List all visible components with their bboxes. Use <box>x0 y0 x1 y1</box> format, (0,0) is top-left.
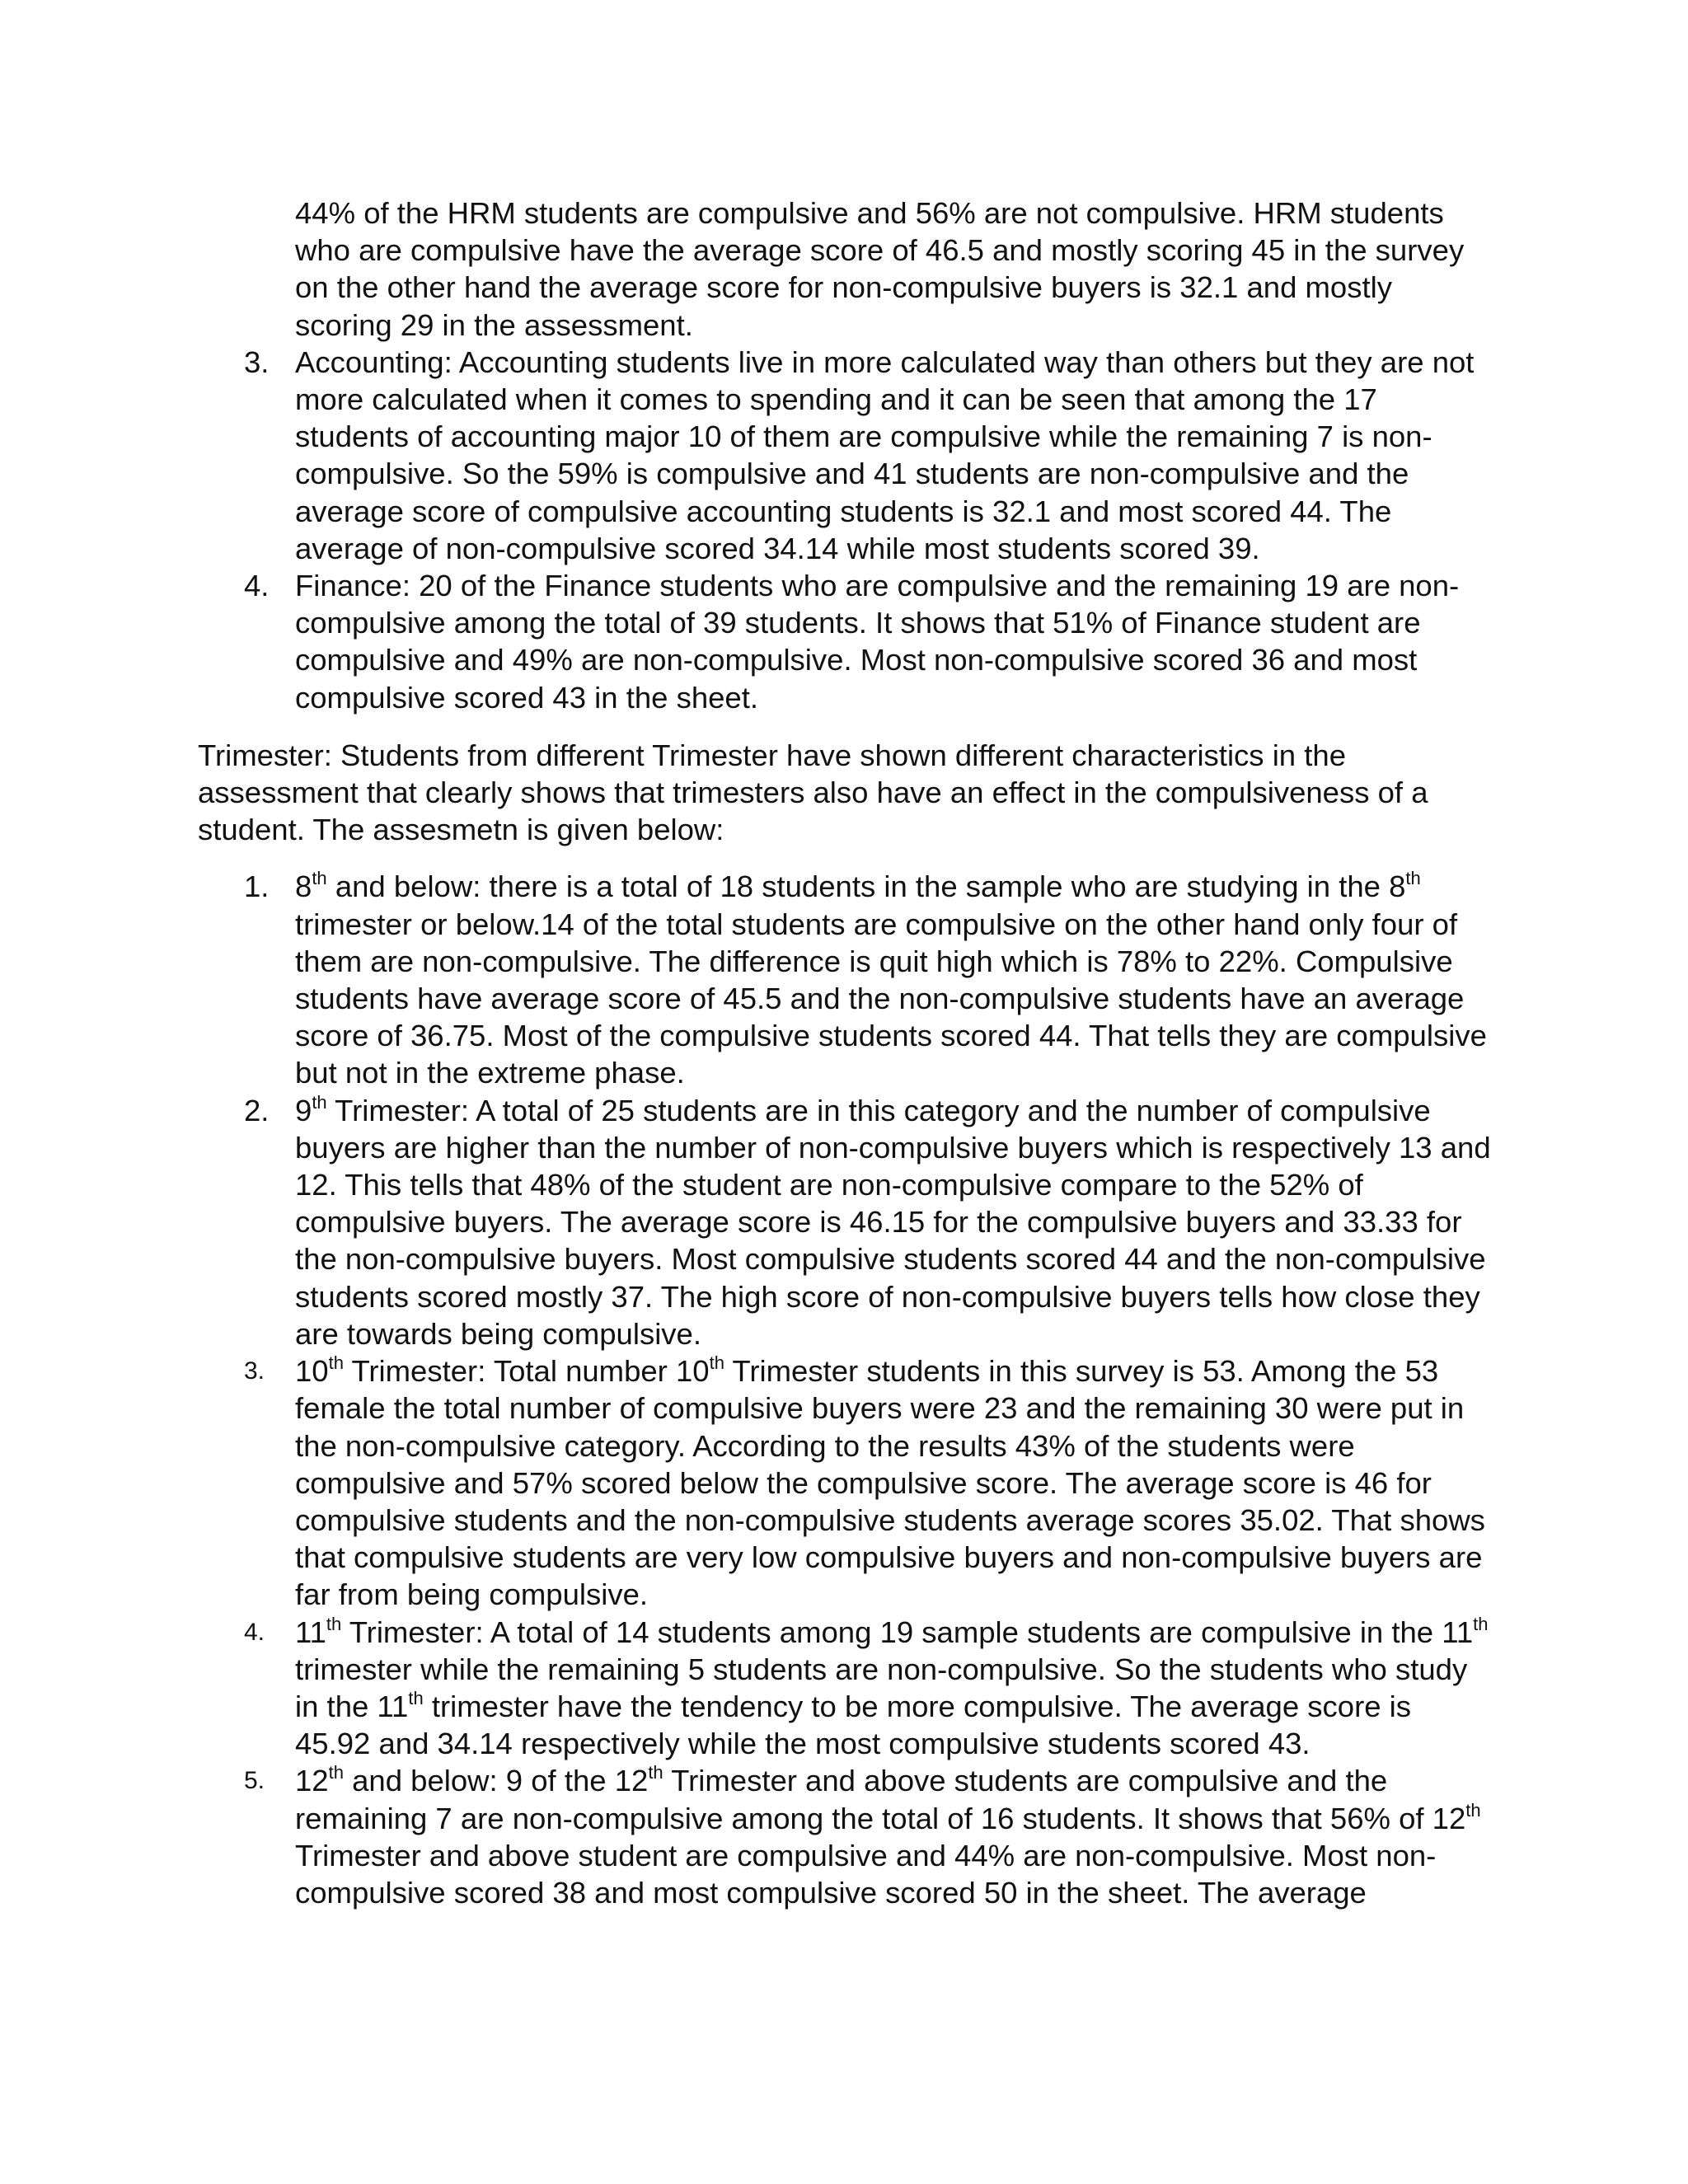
list-item-11th-trimester <box>198 1614 1492 1763</box>
list-number: 1. <box>244 869 270 904</box>
list-number: 5. <box>244 1767 265 1795</box>
list-item-finance <box>198 567 1492 716</box>
page-content <box>198 194 1492 1911</box>
trimester-paragraph: Trimester: Students from different Trimester have shown different characteristics in the assessment that clearly shows that trimesters also have an effect in the compulsiveness of a student. The assesmetn is given below: <box>198 738 1428 847</box>
major-list <box>198 344 1492 716</box>
list-item-10th-trimester <box>198 1352 1492 1613</box>
list-item-text: 9th Trimester: A total of 25 students are in this category and the number of compulsive buyers are higher than the number of non-compulsive buyers which is respectively 13 and 12. This tells that 48% of the student are non-compulsive compare to the 52% of compulsive buyers. The average score is 46.15 for the compulsive buyers and 33.33 for the non-compulsive buyers. Most compulsive students scored 44 and the non-compulsive students scored mostly 37. The high score of non-compulsive buyers tells how close they are towards being compulsive. <box>295 1091 1491 1351</box>
list-item-8th-trimester <box>198 868 1492 1091</box>
hrm-paragraph: 44% of the HRM students are compulsive and 56% are not compulsive. HRM students who are compulsive have the average score of 46.5 and mostly scoring 45 in the survey on the other hand the average score for non-compulsive buyers is 32.1 and mostly scoring 29 in the assessment. <box>295 196 1465 342</box>
list-item-text: 11th Trimester: A total of 14 students among 19 sample students are compulsive in the 11th trimester while the remaining 5 students are non-compulsive. So the students who study in the 11th trimester have the tendency to be more compulsive. The average score is 45.92 and 34.14 respectively while the most compulsive students scored 43. <box>295 1613 1489 1761</box>
list-item-text: 10th Trimester: Total number 10th Trimester students in this survey is 53. Among the 53 female the total number of compulsive buyers were 23 and the remaining 30 were put in the non-compulsive category. According to the results 43% of the students were compulsive and 57% scored below the compulsive score. The average score is 46 for compulsive students and the non-compulsive students average scores 35.02. That shows that compulsive students are very low compulsive buyers and non-compulsive buyers are far from being compulsive. <box>295 1352 1485 1612</box>
list-item-text: 12th and below: 9 of the 12th Trimester and above students are compulsive and the remaining 7 are non-compulsive among the total of 16 students. It shows that 56% of 12th Trimester and above student are compulsive and 44% are non-compulsive. Most non-compulsive scored 38 and most compulsive scored 50 in the sheet. The average <box>295 1762 1481 1910</box>
list-number: 3. <box>244 1357 265 1385</box>
list-number: 2. <box>244 1093 270 1127</box>
list-item-text: 8th and below: there is a total of 18 students in the sample who are studying in the 8th trimester or below.14 of the total students are compulsive on the other hand only four of them are non-compulsive. The difference is quit high which is 78% to 22%. Compulsive students have average score of 45.5 and the non-compulsive students have an average score of 36.75. Most of the compulsive students scored 44. That tells they are compulsive but not in the extreme phase. <box>295 868 1487 1090</box>
list-item-text: Finance: 20 of the Finance students who are compulsive and the remaining 19 are non-compulsive among the total of 39 students. It shows that 51% of Finance student are compulsive and 49% are non-compulsive. Most non-compulsive scored 36 and most compulsive scored 43 in the sheet. <box>295 569 1460 715</box>
list-number: 4. <box>244 1618 265 1646</box>
list-item-accounting <box>198 344 1492 567</box>
list-item-text: Accounting: Accounting students live in more calculated way than others but they are not more calculated when it comes to spending and it can be seen that among the 17 students of accounting major 10 of them are compulsive while the remaining 7 is non-compulsive. So the 59% is compulsive and 41 students are non-compulsive and the average score of compulsive accounting students is 32.1 and most scored 44. The average of non-compulsive scored 34.14 while most students scored 39. <box>295 344 1475 565</box>
list-number: 4. <box>244 569 270 603</box>
list-number: 3. <box>244 344 270 379</box>
list-item-9th-trimester <box>198 1092 1492 1352</box>
list-item-12th-trimester <box>198 1762 1492 1911</box>
trimester-list <box>198 868 1492 1911</box>
